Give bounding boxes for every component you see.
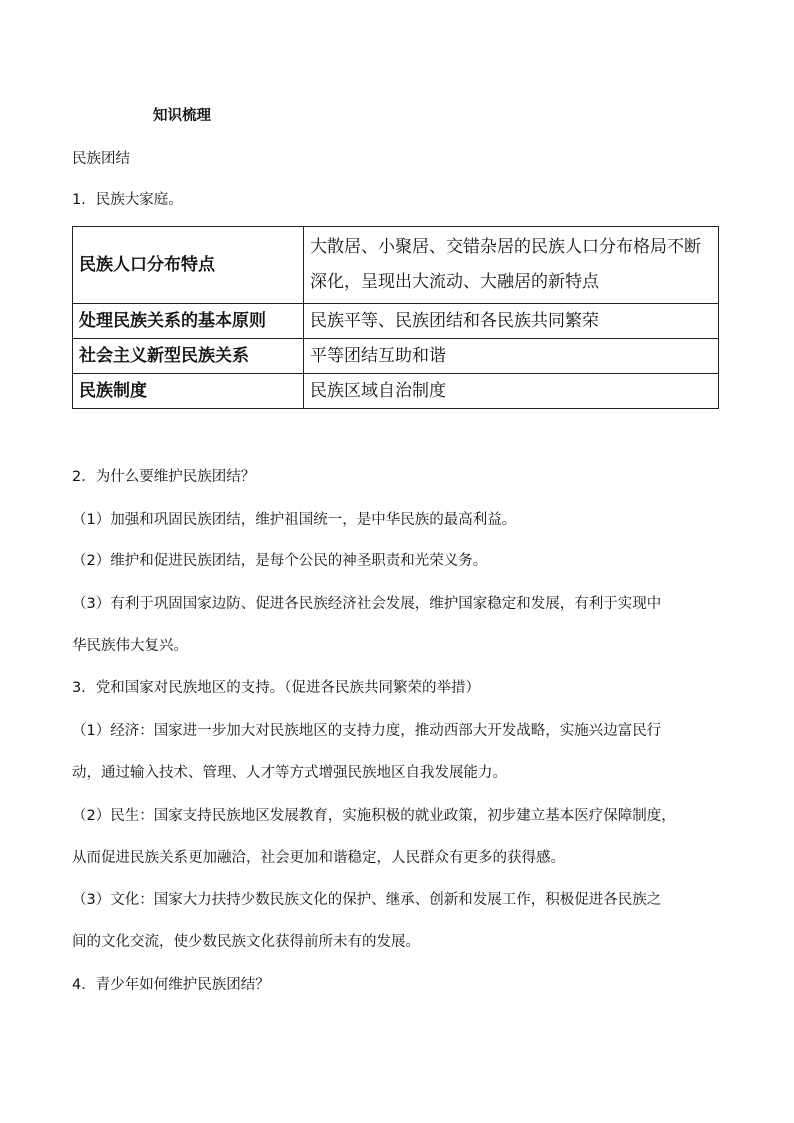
page-title: 知识梳理 <box>153 108 211 124</box>
paragraph: 间的文化交流，使少数民族文化获得前所未有的发展。 <box>72 934 420 950</box>
paragraph: （2）民生：国家支持民族地区发展教育，实施积极的就业政策，初步建立基本医疗保障制度， <box>72 808 676 824</box>
table-key: 民族制度 <box>73 374 304 409</box>
paragraph: （3）有利于巩固国家边防、促进各民族经济社会发展，维护国家稳定和发展，有利于实现中 <box>72 596 662 612</box>
table-key: 社会主义新型民族关系 <box>73 339 304 374</box>
table-key: 处理民族关系的基本原则 <box>73 304 304 339</box>
paragraph: 动，通过输入技术、管理、人才等方式增强民族地区自我发展能力。 <box>72 765 507 781</box>
paragraph: （1）经济：国家进一步加大对民族地区的支持力度，推动西部大开发战略，实施兴边富民行 <box>72 723 662 739</box>
table-value: 大散居、小聚居、交错杂居的民族人口分布格局不断深化，呈现出大流动、大融居的新特点 <box>304 227 719 304</box>
table-value: 平等团结互助和谐 <box>304 339 719 374</box>
table-value: 民族平等、民族团结和各民族共同繁荣 <box>304 304 719 339</box>
table-row <box>73 339 719 374</box>
paragraph: （2）维护和促进民族团结，是每个公民的神圣职责和光荣义务。 <box>72 553 488 569</box>
table-key: 民族人口分布特点 <box>73 227 304 304</box>
table-row <box>73 227 719 304</box>
section-heading: 民族团结 <box>72 151 130 167</box>
paragraph: （3）文化：国家大力扶持少数民族文化的保护、继承、创新和发展工作，积极促进各民族之 <box>72 892 662 908</box>
paragraph: 华民族伟大复兴。 <box>72 638 188 654</box>
item-1-heading: 1．民族大家庭。 <box>72 192 183 208</box>
item-3-heading: 3．党和国家对民族地区的支持。（促进各民族共同繁荣的举措） <box>72 680 480 696</box>
paragraph: 从而促进民族关系更加融洽，社会更加和谐稳定，人民群众有更多的获得感。 <box>72 850 565 866</box>
item-4-heading: 4．青少年如何维护民族团结？ <box>72 977 270 993</box>
table-row <box>73 374 719 409</box>
table-value: 民族区域自治制度 <box>304 374 719 409</box>
paragraph: （1）加强和巩固民族团结，维护祖国统一，是中华民族的最高利益。 <box>72 512 517 528</box>
item-2-heading: 2．为什么要维护民族团结？ <box>72 469 256 485</box>
ethnic-family-table <box>72 226 719 409</box>
table-row <box>73 304 719 339</box>
